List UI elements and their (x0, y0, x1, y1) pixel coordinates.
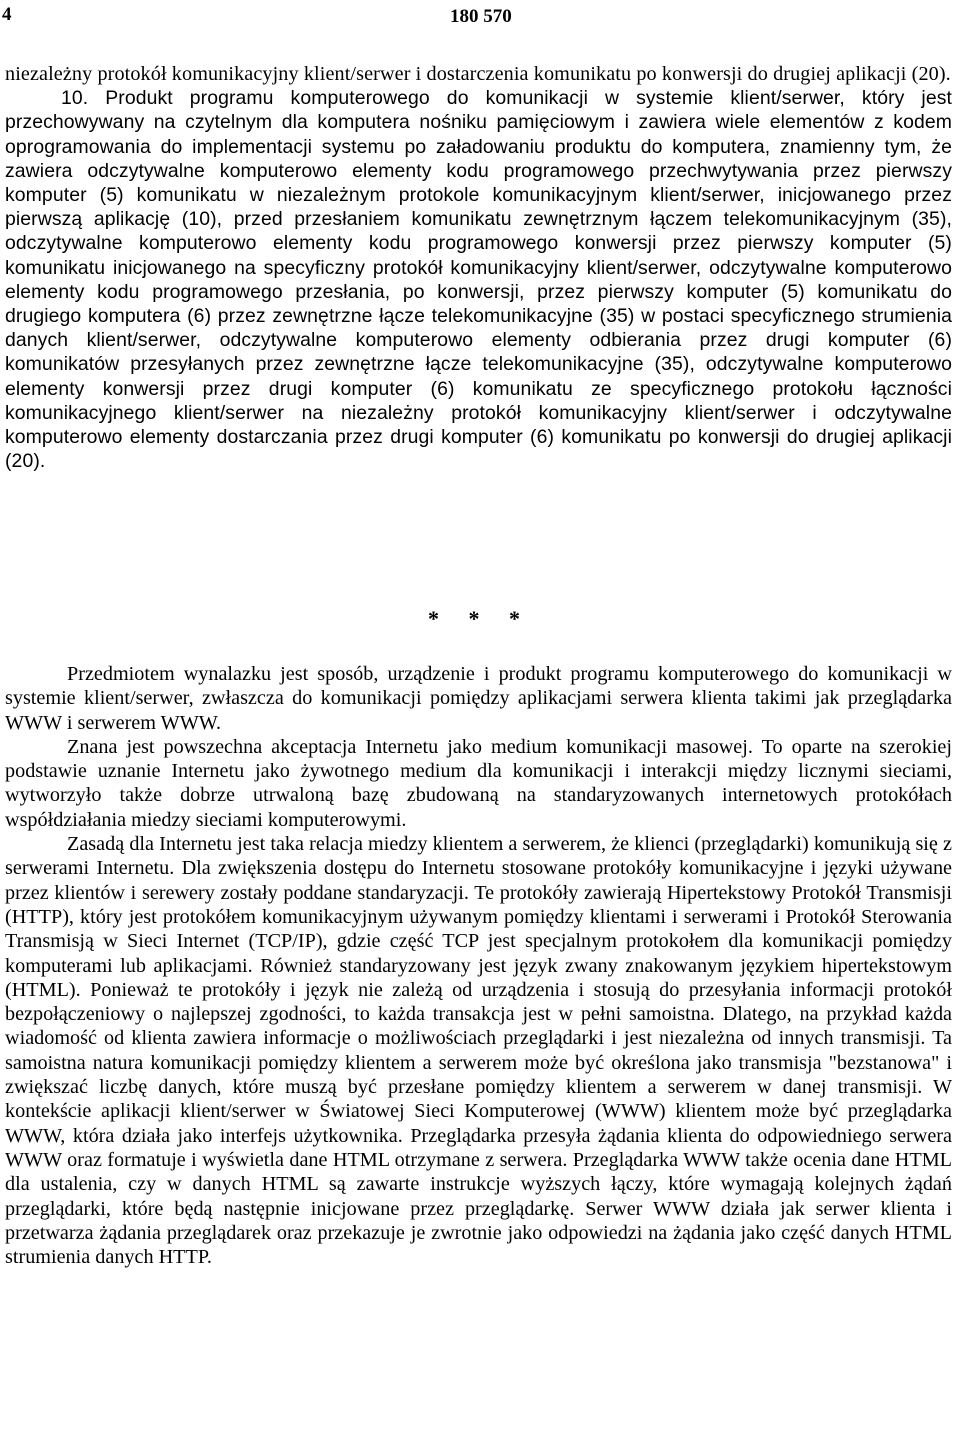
claims-section (5, 62, 952, 473)
page-number: 4 (2, 4, 12, 25)
section-separator: * * * (428, 606, 532, 631)
claim-10: 10. Produkt programu komputerowego do komunikacji w systemie klient/serwer, który jest przechowywany na czytelnym dla komputera nośniku pamięciowym i zawiera wiele elementów z kodem oprogramowania do implementacji systemu po załadowaniu produktu do komputera, znamienny tym, że zawiera odczytywalne komputerowo elementy kodu programowego przechwytywania przez pierwszy komputer (5) komunikatu w niezależnym protokole komunikacyjnym klient/serwer, inicjowanego przez pierwszą aplikację (10), przed przesłaniem komunikatu zewnętrznym łączem telekomunikacyjnym (35), odczytywalne komputerowo elementy kodu programowego konwersji przez pierwszy komputer (5) komunikatu inicjowanego na specyficzny protokół komunikacyjny klient/serwer, odczytywalne komputerowo elementy kodu programowego przesłania, po konwersji, przez pierwszy komputer (5) komunikatu do drugiego komputera (6) przez zewnętrzne łącze telekomunikacyjne (35) w postaci specyficznego strumienia danych klient/serwer, odczytywalne komputerowo elementy odbierania przez drugi komputer (6) komunikatów przesyłanych przez zewnętrzne łącze telekomunikacyjne (35), odczytywalne komputerowo elementy konwersji przez drugi komputer (6) komunikatu ze specyficznego protokołu łączności komunikacyjnego klient/serwer na niezależny protokół komunikacyjny klient/serwer i odczytywalne komputerowo elementy dostarczania przez drugi komputer (6) komunikatu po konwersji do drugiej aplikacji (20). (5, 87, 952, 473)
page-header (0, 2, 960, 28)
description-paragraph-3: Zasadą dla Internetu jest taka relacja miedzy klientem a serwerem, że klienci (przeglądarki) komunikują się z serwerami Internetu. Dla zwiększenia dostępu do Internetu stosowane protokóły komunikacyjne i języki używane przez klientów i serewery zostały poddane standaryzacji. Te protokóły zawierają Hipertekstowy Protokół Transmisji (HTTP), który jest protokółem komunikacyjnym używanym pomiędzy klientami i serwerami i Protokół Sterowania Transmisją w Sieci Internet (TCP/IP), gdzie część TCP jest specjalnym protokołem dla komunikacji pomiędzy komputerami lub aplikacjami. Również standaryzowany jest język zwany znakowanym językiem hipertekstowym (HTML). Ponieważ te protokóły i język nie zależą od urządzenia i stosują do przesyłania informacji protokół bezpołączeniowy o najlepszej zgodności, to każda transakcja jest w pełni samoistna. Dlatego, na przykład każda wiadomość od klienta zawiera informacje o możliwościach przeglądarki i jest niezależna od innych transmisji. Ta samoistna natura komunikacji pomiędzy klientem a serwerem może być określona jako transmisja "bezstanowa" i zwiększać liczbę danych, które muszą być przesłane pomiędzy klientem a serwerem w danej transmisji. W kontekście aplikacji klient/serwer w Światowej Sieci Komputerowej (WWW) klientem może być przeglądarka WWW, która działa jako interfejs użytkownika. Przeglądarka przesyła żądania klienta do odpowiedniego serwera WWW oraz formatuje i wyświetla dane HTML otrzymane z serwera. Przeglądarka WWW także ocenia dane HTML dla ustalenia, czy w danych HTML są zawarte instrukcje wyższych łączy, które wymagają kolejnych żądań przeglądarki, które będą następnie inicjowane przez przeglądarkę. Serwer WWW działa jak serwer klienta i przetwarza żądania przeglądarek oraz przekazuje je zwrotnie jako odpowiedzi na żądania jako część danych HTML strumienia danych HTTP. (5, 833, 952, 1269)
claim-9-continuation: niezależny protokół komunikacyjny klient/serwer i dostarczenia komunikatu po konwersji do drugiej aplikacji (20). (5, 63, 951, 85)
patent-number: 180 570 (450, 6, 512, 27)
description-paragraph-1: Przedmiotem wynalazku jest sposób, urządzenie i produkt programu komputerowego do komunikacji w systemie klient/serwer, zwłaszcza do komunikacji pomiędzy aplikacjami serwera klienta takimi jak przeglądarka WWW i serwerem WWW. (5, 663, 952, 734)
description-paragraph-2: Znana jest powszechna akceptacja Internetu jako medium komunikacji masowej. To oparte na szerokiej podstawie uznanie Internetu jako żywotnego medium dla komunikacji i interakcji między licznymi sieciami, wytworzyło także dobrze utrwaloną bazę zbudowaną na standaryzowanych internetowych protokółach współdziałania miedzy sieciami komputerowymi. (5, 735, 952, 831)
description-section (5, 662, 952, 1269)
